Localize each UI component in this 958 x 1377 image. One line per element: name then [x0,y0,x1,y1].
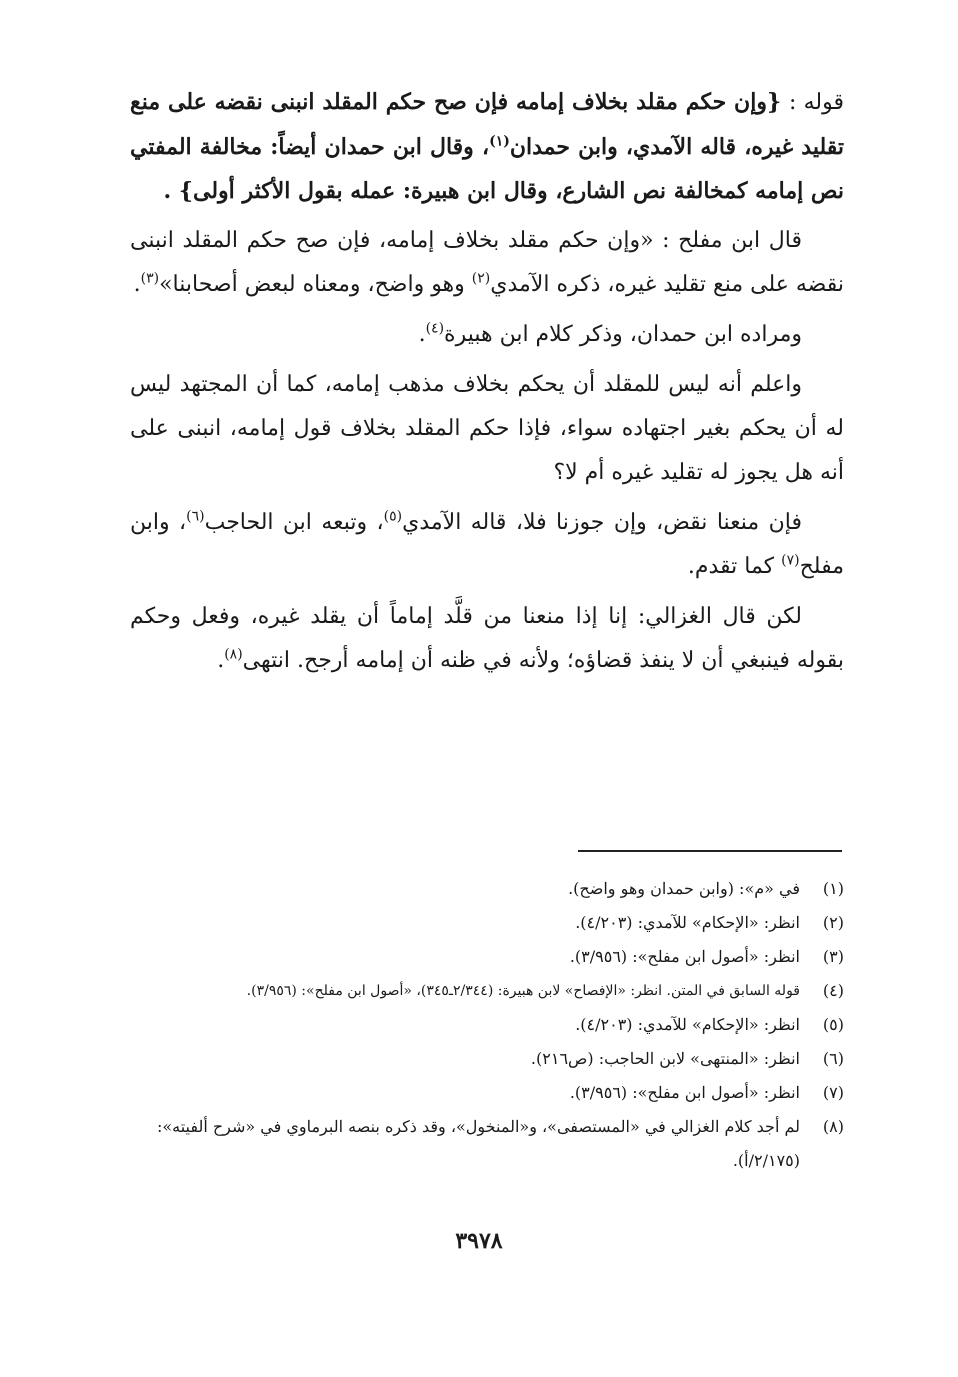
footnote-4 [130,974,844,1008]
main-text [130,80,844,689]
footnote-8 [130,1110,844,1178]
footnote-text: انظر: «الإحكام» للآمدي: (٤/٢٠٣). [575,1015,800,1034]
paragraph-1 [130,80,844,213]
footnote-number: (٣) [822,947,844,966]
paragraph-5 [130,501,844,589]
footnote-number: (١) [822,879,844,898]
footnote-ref-6[interactable]: (٦) [186,508,205,525]
paragraph-6 [130,595,844,683]
paragraph-text: وهو واضح، ومعناه لبعض أصحابنا» [159,272,472,297]
footnote-2 [130,906,844,940]
paragraph-text: واعلم أنه ليس للمقلد أن يحكم بخلاف مذهب إمامه، كما أن المجتهد ليس له أن يحكم بغير اجتهاده سواء، فإذا حكم المقلد بخلاف قول إمامه، انبنى على أنه هل يجوز له تقليد غيره أم لا؟ [130,372,844,485]
footnote-number: (٤) [822,981,844,1000]
paragraph-2 [130,219,844,307]
footnote-text: قوله السابق في المتن. انظر: «الإفصاح» لابن هبيرة: (٢/٣٤٤ـ٣٤٥)، «أصول ابن مفلح»: (٣/٩٥٦). [246,983,800,999]
paragraph-4 [130,363,844,495]
paragraph-text: فإن منعنا نقض، وإن جوزنا فلا، قاله الآمدي [402,510,802,535]
paragraph-text: . [418,322,426,347]
footnote-text: انظر: «الإحكام» للآمدي: (٤/٢٠٣). [575,913,800,932]
paragraph-text: ، وابن مفلح [130,510,844,579]
footnote-separator [578,850,842,852]
paragraph-text: كما تقدم. [687,554,782,579]
paragraph-text: . [217,648,225,673]
footnote-ref-1[interactable]: (١) [489,133,510,150]
paragraph-text: ومراده ابن حمدان، وذكر كلام ابن هبيرة [444,322,802,347]
paragraph-text: قال ابن مفلح : «وإن حكم مقلد بخلاف إمامه، فإن صح حكم المقلد انبنى نقضه على منع تقليد غيره، ذكره الآمدي [130,228,844,297]
footnote-text: انظر: «المنتهى» لابن الحاجب: (ص٢١٦). [530,1049,800,1068]
footnote-3 [130,940,844,974]
footnote-text: انظر: «أصول ابن مفلح»: (٣/٩٥٦). [569,947,800,966]
paragraph-3 [130,313,844,357]
footnote-number: (٢) [822,913,844,932]
footnote-1 [130,872,844,906]
paragraph-lead: قوله : [788,90,844,115]
page-number: ٣٩٧٨ [455,1228,503,1254]
footnote-7 [130,1076,844,1110]
footnote-ref-5[interactable]: (٥) [383,508,403,525]
footnote-text: انظر: «أصول ابن مفلح»: (٣/٩٥٦). [569,1083,800,1102]
footnote-text: لم أجد كلام الغزالي في «المستصفى»، و«المنخول»، وقد ذكره بنصه البرماوي في «شرح ألفيته»: (٢/١٧٥/أ). [156,1117,800,1170]
footnote-ref-2[interactable]: (٢) [471,270,491,287]
footnote-ref-3[interactable]: (٣) [140,270,160,287]
footnote-ref-4[interactable]: (٤) [425,320,445,337]
footnote-number: (٦) [822,1049,844,1068]
paragraph-text: ، وقال ابن حمدان أيضاً: مخالفة المفتي نص إمامه كمخالفة نص الشارع، وقال ابن هبيرة: عمله بقول الأكثر أولى} . [130,134,844,204]
footnote-5 [130,1008,844,1042]
footnote-text: في «م»: (وابن حمدان وهو واضح). [568,879,800,898]
footnote-number: (٨) [822,1117,844,1136]
footnotes [130,872,844,1178]
footnote-6 [130,1042,844,1076]
paragraph-text: . [133,272,141,297]
footnote-number: (٥) [822,1015,844,1034]
paragraph-text: {وإن حكم مقلد بخلاف إمامه فإن صح حكم المقلد انبنى نقضه على منع تقليد غيره، قاله الآمدي، وابن حمدان [130,89,845,160]
paragraph-text: لكن قال الغزالي: إنا إذا منعنا من قلَّد إماماً أن يقلد غيره، وفعل وحكم بقوله فينبغي أن لا ينفذ قضاؤه؛ ولأنه في ظنه أن إمامه أرجح. انتهى [130,604,844,673]
footnote-number: (٧) [822,1083,844,1102]
footnote-ref-8[interactable]: (٨) [224,646,243,663]
footnote-ref-7[interactable]: (٧) [781,552,800,569]
paragraph-text: ، وتبعه ابن الحاجب [204,510,384,535]
